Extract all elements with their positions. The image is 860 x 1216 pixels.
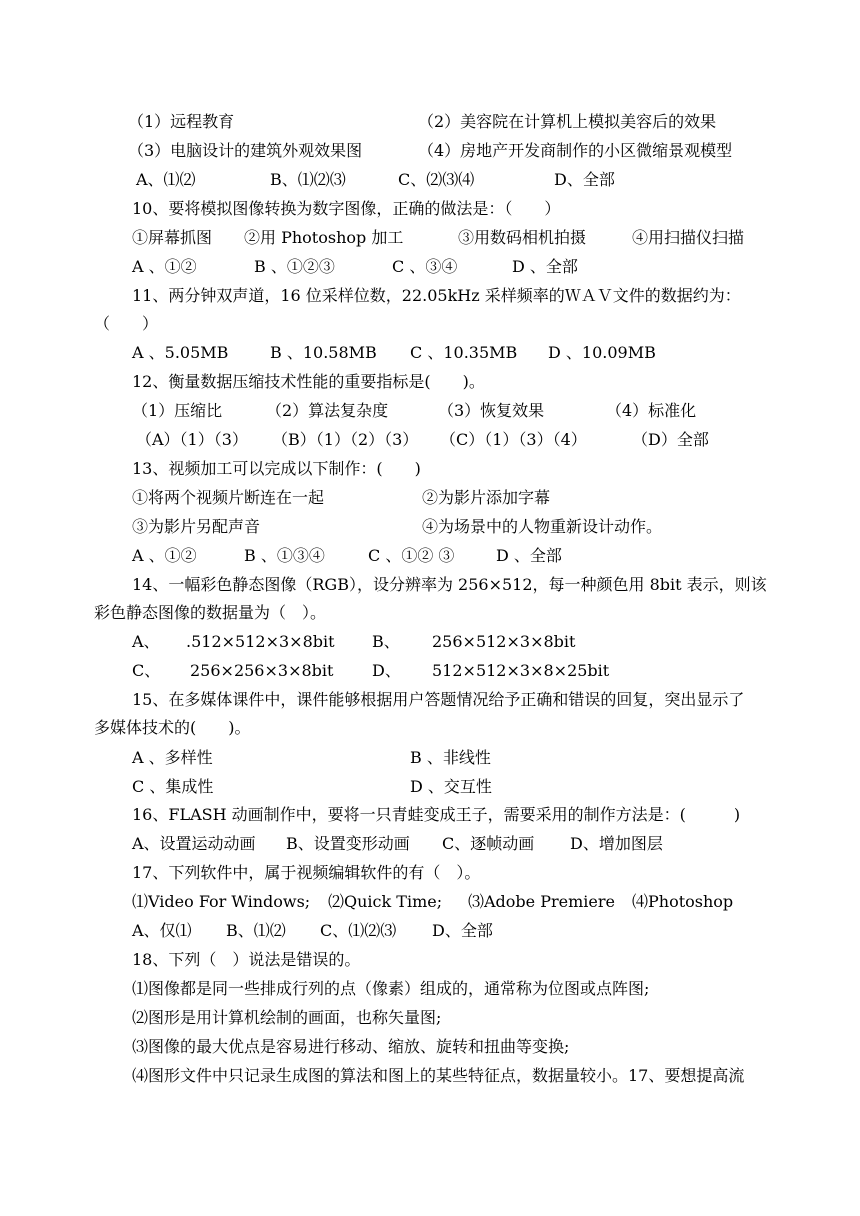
q12-question: 12、衡量数据压缩技术性能的重要指标是( )。 [132,372,485,391]
q15-question-line2: 多媒体技术的( )。 [94,718,251,737]
q17-item-2: ⑵Quick Time; [328,892,443,911]
q13-option-d: D 、全部 [496,546,562,565]
q9-option-c: C、⑵⑶⑷ [398,170,475,189]
q10-item-2: ②用 Photoshop 加工 [244,228,404,247]
q11-option-d: D 、10.09MB [548,343,656,362]
q18-statement-1: ⑴图像都是同一些排成行列的点（像素）组成的，通常称为位图或点阵图; [132,979,650,998]
q12-option-b: （B）（1）（2）（3） [272,430,419,449]
q9-item-1: （1）远程教育 [128,112,235,131]
q10-item-3: ③用数码相机拍摄 [458,228,587,247]
q12-option-d: （D）全部 [632,430,709,449]
q15-question-line1: 15、在多媒体课件中，课件能够根据用户答题情况给予正确和错误的回复，突出显示了 [132,690,745,709]
q14-question-line1: 14、一幅彩色静态图像（RGB），设分辨率为 256×512，每一种颜色用 8bit 表示，则该 [132,575,767,594]
q10-question: 10、要将模拟图像转换为数字图像，正确的做法是：（ ） [132,199,561,218]
q14-option-d-text: 512×512×3×8×25bit [432,661,610,680]
q11-option-b: B 、10.58MB [270,343,377,362]
q15-option-d: D 、交互性 [410,777,492,796]
q13-item-1: ①将两个视频片断连在一起 [132,488,325,507]
q17-item-3: ⑶Adobe Premiere [468,892,615,911]
q10-item-4: ④用扫描仪扫描 [632,228,745,247]
q11-question-line1: 11、两分钟双声道，16 位采样位数，22.05kHz 采样频率的ＷＡＶ文件的数据约为： [132,286,741,305]
q14-option-d-label: D、 [372,661,401,680]
q18-statement-4: ⑷图形文件中只记录生成图的算法和图上的某些特征点，数据量较小。17、要想提高流 [132,1066,745,1085]
q14-question-line2: 彩色静态图像的数据量为（ ）。 [94,603,327,622]
q15-option-c: C 、集成性 [132,777,214,796]
q13-question: 13、视频加工可以完成以下制作：( ) [132,459,421,478]
q17-item-1: ⑴Video For Windows; [132,892,311,911]
q9-option-a: A、⑴⑵ [136,170,196,189]
q16-option-a: A、设置运动动画 [132,834,256,853]
q10-option-a: A 、①② [132,257,197,276]
q14-option-a-label: A、 [132,632,160,651]
q13-option-a: A 、①② [132,546,197,565]
q10-option-b: B 、①②③ [254,257,335,276]
q17-option-b: B、⑴⑵ [226,921,286,940]
q11-option-c: C 、10.35MB [410,343,518,362]
q16-option-b: B、设置变形动画 [286,834,410,853]
q15-option-a: A 、多样性 [132,748,213,767]
q9-item-2: （2）美容院在计算机上模拟美容后的效果 [418,112,717,131]
q13-item-2: ②为影片添加字幕 [422,488,551,507]
q17-item-4: ⑷Photoshop [632,892,734,911]
q12-option-a: （A）（1）（3） [136,430,248,449]
q17-option-d: D、全部 [432,921,493,940]
q13-item-3: ③为影片另配声音 [132,517,261,536]
q10-item-1: ①屏幕抓图 [132,228,213,247]
q16-question: 16、FLASH 动画制作中，要将一只青蛙变成王子，需要采用的制作方法是：( ) [132,805,741,824]
q14-option-b-label: B、 [372,632,400,651]
q9-option-d: D、全部 [554,170,615,189]
q14-option-c-label: C、 [132,661,161,680]
q13-option-b: B 、①③④ [244,546,325,565]
q12-item-2: （2）算法复杂度 [266,401,389,420]
q12-item-1: （1）压缩比 [132,401,223,420]
q16-option-c: C、逐帧动画 [442,834,535,853]
q9-item-3: （3）电脑设计的建筑外观效果图 [128,141,363,160]
q17-option-c: C、⑴⑵⑶ [320,921,397,940]
q14-option-c-text: 256×256×3×8bit [190,661,334,680]
q15-option-b: B 、非线性 [410,748,491,767]
q14-option-b-text: 256×512×3×8bit [432,632,576,651]
q18-question: 18、下列（ ）说法是错误的。 [132,950,361,969]
q9-item-4: （4）房地产开发商制作的小区微缩景观模型 [418,141,733,160]
q13-option-c: C 、①② ③ [368,546,455,565]
q17-option-a: A、仅⑴ [132,921,192,940]
q16-option-d: D、增加图层 [570,834,663,853]
q10-option-d: D 、全部 [512,257,578,276]
q12-item-4: （4）标准化 [606,401,697,420]
q11-option-a: A 、5.05MB [132,343,229,362]
q12-item-3: （3）恢复效果 [438,401,545,420]
q9-option-b: B、⑴⑵⑶ [270,170,346,189]
q10-option-c: C 、③④ [392,257,458,276]
q17-question: 17、下列软件中，属于视频编辑软件的有（ ）。 [132,863,481,882]
q12-option-c: （C）（1）（3）（4） [440,430,587,449]
q14-option-a-text: .512×512×3×8bit [186,632,335,651]
q11-question-line2: （ ） [94,314,159,333]
q18-statement-3: ⑶图像的最大优点是容易进行移动、缩放、旋转和扭曲等变换; [132,1037,570,1056]
q13-item-4: ④为场景中的人物重新设计动作。 [422,517,663,536]
q18-statement-2: ⑵图形是用计算机绘制的画面，也称矢量图; [132,1008,442,1027]
